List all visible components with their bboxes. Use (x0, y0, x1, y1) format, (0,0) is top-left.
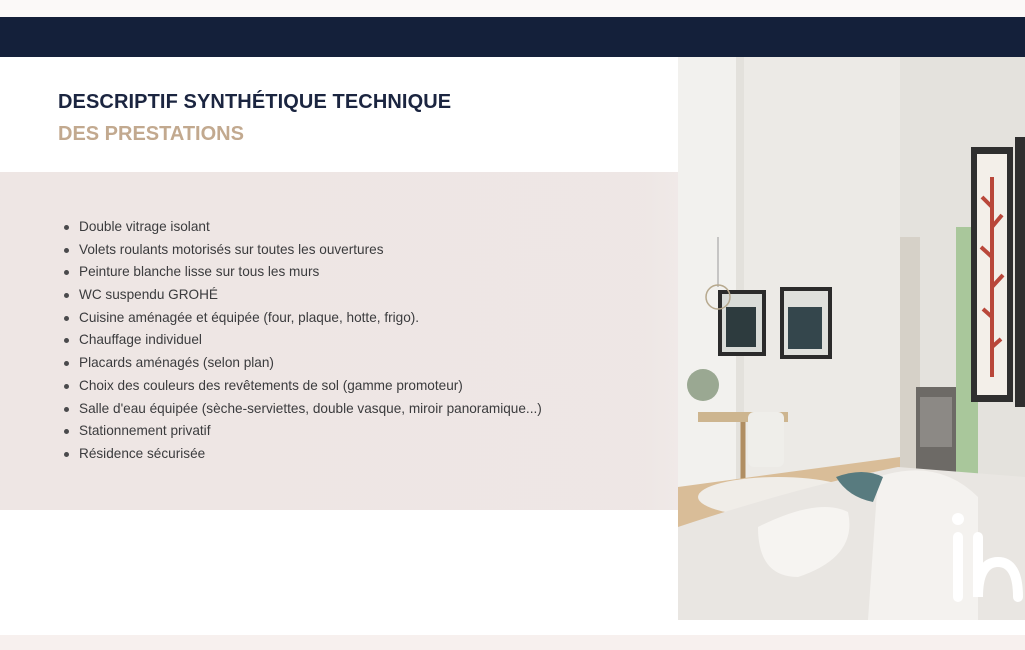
bullet-icon (64, 270, 69, 275)
feature-item (62, 307, 542, 330)
title-line-2: DES PRESTATIONS (58, 123, 244, 145)
bullet-icon (64, 338, 69, 343)
slide (0, 57, 1025, 635)
bullet-icon (64, 407, 69, 412)
bullet-icon (64, 293, 69, 298)
feature-text: Chauffage individuel (79, 332, 202, 348)
bullet-icon (64, 452, 69, 457)
features-list (62, 216, 542, 466)
feature-text: Salle d'eau équipée (sèche-serviettes, double vasque, miroir panoramique...) (79, 400, 542, 416)
feature-text: Placards aménagés (selon plan) (79, 355, 274, 371)
bottom-margin (0, 635, 1025, 650)
feature-text: WC suspendu GROHÉ (79, 287, 219, 303)
feature-item (62, 375, 542, 398)
feature-text: Résidence sécurisée (79, 445, 206, 461)
top-margin (0, 0, 1025, 17)
feature-item (62, 443, 542, 466)
title-line-1: DESCRIPTIF SYNTHÉTIQUE TECHNIQUE (58, 91, 452, 113)
feature-text: Choix des couleurs des revêtements de sol (gamme promoteur) (79, 377, 463, 393)
feature-item (62, 239, 542, 262)
feature-item (62, 420, 542, 443)
bullet-icon (64, 225, 69, 230)
bullet-icon (64, 361, 69, 366)
feature-item (62, 284, 542, 307)
interior-photo (678, 57, 1025, 620)
header-bar (0, 17, 1025, 57)
bullet-icon (64, 316, 69, 321)
feature-item (62, 329, 542, 352)
feature-item (62, 398, 542, 421)
feature-text: Double vitrage isolant (79, 219, 210, 234)
feature-item (62, 352, 542, 375)
feature-text: Peinture blanche lisse sur tous les murs (79, 264, 320, 280)
bullet-icon (64, 429, 69, 434)
feature-text: Cuisine aménagée et équipée (four, plaque, hotte, frigo). (79, 309, 420, 325)
feature-item (62, 261, 542, 284)
feature-text: Stationnement privatif (79, 423, 211, 439)
photo-bottom-strip (678, 620, 1025, 635)
feature-item (62, 216, 542, 239)
bullet-icon (64, 248, 69, 253)
feature-text: Volets roulants motorisés sur toutes les ouvertures (79, 241, 384, 257)
bullet-icon (64, 384, 69, 389)
